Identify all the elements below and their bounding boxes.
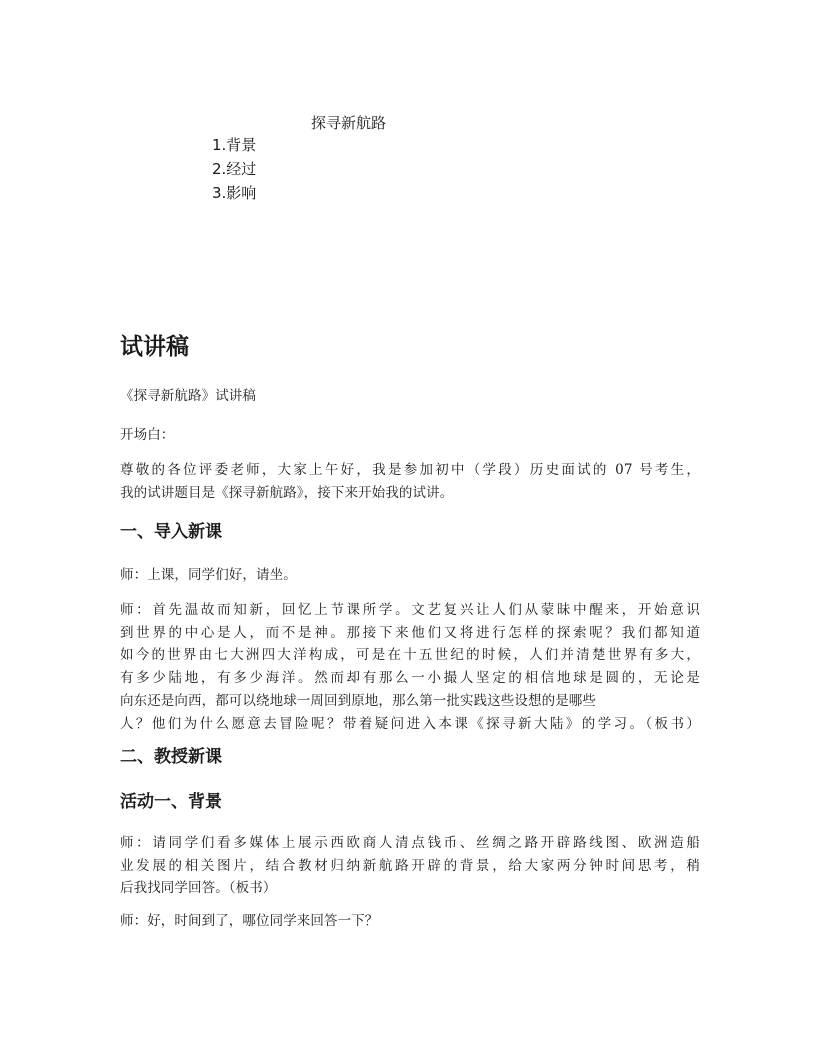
opening-label: 开场白：: [120, 427, 175, 443]
paragraph-line: 如今的世界由七大洲四大洋构成，可是在十五世纪的时候，人们并清楚世界有多大，: [120, 647, 700, 664]
activity-instruction-paragraph: [120, 832, 700, 900]
opening-paragraph: [120, 459, 700, 504]
intro-paragraph: [120, 599, 700, 735]
paragraph-line: 师：请同学们看多媒体上展示西欧商人清点钱币、丝绸之路开辟路线图、欧洲造船: [120, 835, 700, 851]
teacher-greeting: 师：上课，同学们好，请坐。: [120, 567, 297, 583]
board-outline-item: 1.背景: [212, 136, 257, 154]
activity-heading-background: 活动一、背景: [120, 792, 222, 812]
paragraph-line: 向东还是向西，都可以绕地球一周回到原地，那么第一批实践这些设想的是哪些: [120, 692, 596, 709]
paragraph-line: 我的试讲题目是《探寻新航路》，接下来开始我的试讲。: [120, 484, 454, 501]
paragraph-line: 有多少陆地，有多少海洋。然而却有那么一小撮人坚定的相信地球是圆的，无论是: [120, 670, 700, 687]
teacher-question: 师：好，时间到了，哪位同学来回答一下？: [120, 913, 379, 929]
paragraph-line: 人？他们为什么愿意去冒险呢？带着疑问进入本课《探寻新大陆》的学习。（板书）: [120, 715, 700, 732]
script-subtitle: 《探寻新航路》试讲稿: [120, 388, 256, 404]
paragraph-line: 后我找同学回答。（板书）: [120, 880, 277, 897]
board-outline-item: 3.影响: [212, 184, 257, 202]
document-title: 试讲稿: [120, 334, 189, 360]
paragraph-line: 师：首先温故而知新，回忆上节课所学。文艺复兴让人们从蒙昧中醒来，开始意识: [120, 602, 700, 618]
section-heading-intro: 一、导入新课: [120, 522, 222, 542]
board-outline-item: 2.经过: [212, 160, 257, 178]
section-heading-teaching: 二、教授新课: [120, 747, 222, 767]
board-outline-list: [212, 135, 256, 207]
paragraph-line: 业发展的相关图片，结合教材归纳新航路开辟的背景，给大家两分钟时间思考，稍: [120, 857, 700, 874]
paragraph-line: 尊敬的各位评委老师，大家上午好，我是参加初中（学段）历史面试的 07 号考生，: [120, 462, 700, 478]
board-title: 探寻新航路: [311, 114, 387, 132]
paragraph-line: 到世界的中心是人，而不是神。那接下来他们又将进行怎样的探索呢？我们都知道: [120, 624, 700, 641]
